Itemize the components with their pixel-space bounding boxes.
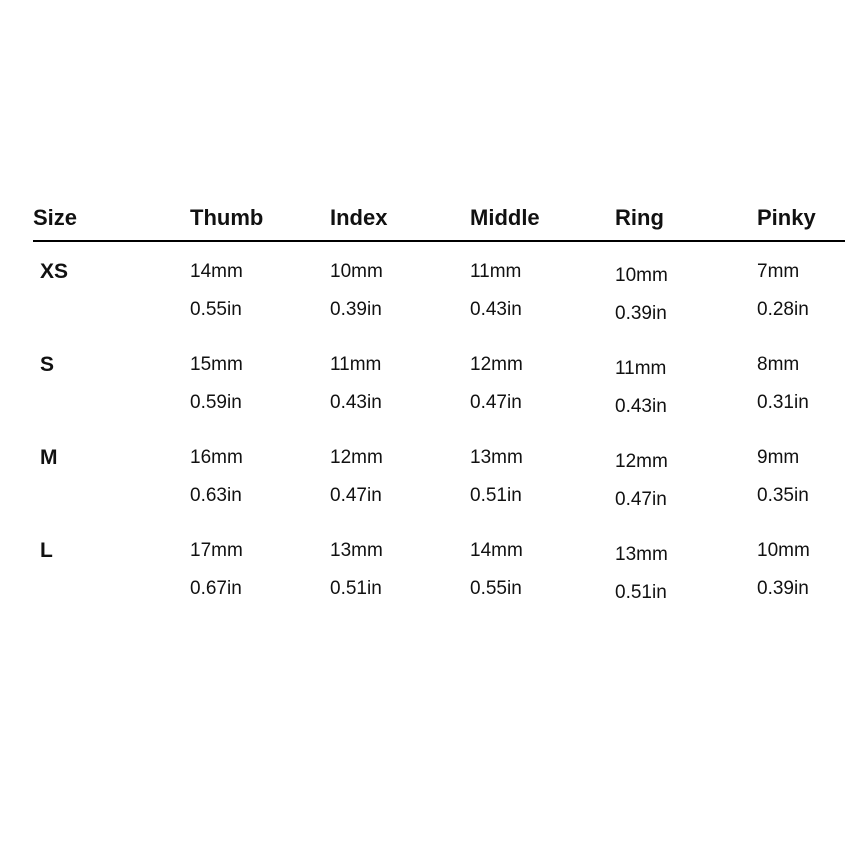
- column-header-size: Size: [33, 205, 78, 230]
- measurement-cell-pinky: [757, 353, 845, 415]
- in-value: 0.39in: [330, 299, 382, 320]
- mm-value: 12mm: [615, 451, 668, 472]
- mm-value: 13mm: [470, 447, 523, 468]
- finger-size-table: [33, 205, 845, 614]
- in-value: 0.59in: [190, 392, 242, 413]
- measurement-cell-ring: [615, 357, 757, 419]
- measurement-cell-index: [330, 446, 470, 508]
- measurement-cell-ring: [615, 543, 757, 605]
- in-value: 0.43in: [470, 299, 522, 320]
- in-value: 0.47in: [615, 489, 667, 510]
- size-label: M: [40, 446, 58, 469]
- measurement-cell-pinky: [757, 539, 845, 601]
- measurement-cell-index: [330, 260, 470, 322]
- mm-value: 16mm: [190, 447, 243, 468]
- in-value: 0.39in: [615, 303, 667, 324]
- mm-value: 13mm: [615, 544, 668, 565]
- mm-value: 13mm: [330, 540, 383, 561]
- size-label: S: [40, 353, 55, 376]
- measurement-cell-middle: [470, 446, 615, 508]
- in-value: 0.43in: [330, 392, 382, 413]
- mm-value: 12mm: [470, 354, 523, 375]
- table-header-row: [33, 205, 845, 242]
- mm-value: 11mm: [470, 261, 522, 282]
- column-header-index: Index: [330, 205, 388, 230]
- measurement-cell-index: [330, 539, 470, 601]
- measurement-cell-pinky: [757, 446, 845, 508]
- in-value: 0.35in: [757, 485, 809, 506]
- table-row-l: [33, 521, 845, 614]
- measurement-cell-thumb: [190, 446, 330, 508]
- table-row-m: [33, 428, 845, 521]
- mm-value: 10mm: [615, 265, 668, 286]
- in-value: 0.47in: [470, 392, 522, 413]
- in-value: 0.39in: [757, 578, 809, 599]
- size-label: L: [40, 539, 53, 562]
- in-value: 0.31in: [757, 392, 809, 413]
- table-row-s: [33, 335, 845, 428]
- in-value: 0.28in: [757, 299, 809, 320]
- measurement-cell-index: [330, 353, 470, 415]
- measurement-cell-thumb: [190, 539, 330, 601]
- in-value: 0.47in: [330, 485, 382, 506]
- measurement-cell-thumb: [190, 260, 330, 322]
- mm-value: 8mm: [757, 354, 800, 375]
- column-header-pinky: Pinky: [757, 205, 816, 230]
- column-header-ring: Ring: [615, 205, 664, 230]
- in-value: 0.67in: [190, 578, 242, 599]
- measurement-cell-thumb: [190, 353, 330, 415]
- in-value: 0.51in: [470, 485, 522, 506]
- mm-value: 7mm: [757, 261, 800, 282]
- measurement-cell-ring: [615, 264, 757, 326]
- in-value: 0.63in: [190, 485, 242, 506]
- mm-value: 14mm: [470, 540, 523, 561]
- mm-value: 10mm: [757, 540, 810, 561]
- mm-value: 11mm: [615, 358, 667, 379]
- mm-value: 11mm: [330, 354, 382, 375]
- measurement-cell-middle: [470, 539, 615, 601]
- measurement-cell-ring: [615, 450, 757, 512]
- column-header-thumb: Thumb: [190, 205, 264, 230]
- mm-value: 14mm: [190, 261, 243, 282]
- measurement-cell-middle: [470, 260, 615, 322]
- mm-value: 10mm: [330, 261, 383, 282]
- in-value: 0.55in: [190, 299, 242, 320]
- in-value: 0.43in: [615, 396, 667, 417]
- mm-value: 12mm: [330, 447, 383, 468]
- in-value: 0.51in: [330, 578, 382, 599]
- measurement-cell-middle: [470, 353, 615, 415]
- in-value: 0.55in: [470, 578, 522, 599]
- in-value: 0.51in: [615, 582, 667, 603]
- size-label: XS: [40, 260, 69, 283]
- table-row-xs: [33, 242, 845, 335]
- mm-value: 9mm: [757, 447, 800, 468]
- mm-value: 17mm: [190, 540, 243, 561]
- column-header-middle: Middle: [470, 205, 540, 230]
- measurement-cell-pinky: [757, 260, 845, 322]
- mm-value: 15mm: [190, 354, 243, 375]
